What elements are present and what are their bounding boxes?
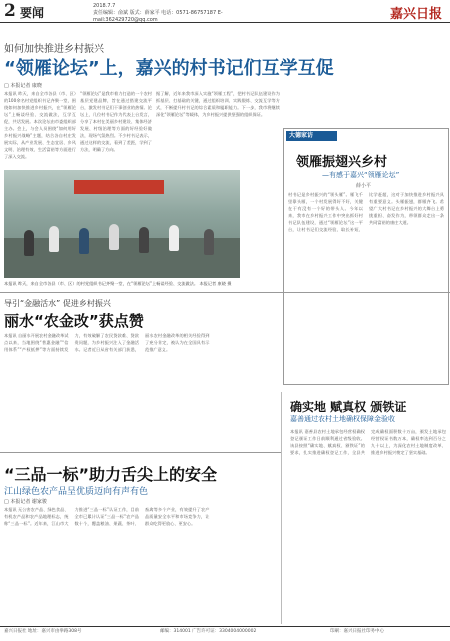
lead-headline-part1: “领雁论坛”上， bbox=[4, 58, 136, 79]
photo-person bbox=[109, 224, 119, 250]
lead-column-2: “领雁论坛”是我市着力打造的一个农村基层党建品牌，旨在通过搭建交流平台，激发村书记们干事创业的热情。论坛上，几位村书记作为代表上台发言，分享了本村在美丽乡村建设、集体经济发展、村级治理等方面的好经验好做法，现场气氛热烈。不少村书记表示，通过这样的交流，看到了差距，学到了方法，明确了方向。 bbox=[80, 91, 152, 152]
sidebar-commentary bbox=[283, 128, 449, 385]
paper-logo: 嘉兴日报 bbox=[389, 7, 442, 22]
photo-caption: 本报讯 昨天，来自全市各县（市、区）的村党组织书记齐聚一堂，在“领雁论坛”上畅谈经验、交流做法。 本报记者 康晓 摄 bbox=[4, 281, 232, 286]
story3-subhead: 江山绿色农产品呈优质迈向有声有色 bbox=[4, 487, 149, 497]
story4-subhead: 嘉善通过农村土地确权保障金验收 bbox=[290, 415, 395, 423]
page-number: 2 bbox=[4, 1, 16, 21]
photo-person bbox=[139, 227, 149, 253]
sidebar-subtitle: —有感于嘉兴“领雁论坛” bbox=[322, 171, 400, 179]
section-name: 要闻 bbox=[20, 6, 45, 20]
sidebar-author: 薛小平 bbox=[356, 183, 372, 189]
lead-column-3: 据了解，近年来我市深入实施“领雁工程”，把村书记队伍建设作为抓基层、打基础的关键，通过组织培训、实践锻炼、交流互学等方式，不断提升村书记的综合素质和履职能力。下一步，我市将继续深化“领雁论坛”等载体，为乡村振兴提供坚强的组织保证。 bbox=[156, 91, 280, 117]
story2-headline: 丽水“农金改”获点赞 bbox=[4, 312, 144, 330]
photo-banner bbox=[74, 180, 164, 194]
story3-body: 本报讯 无公害农产品、绿色食品、有机农产品和农产品地理标志，统称“三品一标”。近年来，江山市大力推进“三品一标”认证工作，目前全市已累计认证“三品一标”农产品数十个，覆盖粮油、果蔬、茶叶、畜禽等多个产业，有效提升了农产品质量安全水平和市场竞争力，让群众吃得更放心、更安心。 bbox=[4, 507, 210, 526]
lead-headline-part2: 嘉兴的村书记们互学互促 bbox=[135, 58, 334, 79]
sidebar-tag: 大德家访 bbox=[286, 131, 337, 141]
sidebar-title: 领雁振翅兴乡村 bbox=[296, 155, 388, 170]
story2-kicker: 导引“金融活水” 促进乡村振兴 bbox=[4, 299, 111, 308]
story3-byline: □ 本报记者 谢家骏 bbox=[4, 499, 47, 505]
footer-mid: 邮编：314001 广告许可证：3304004000002 bbox=[160, 629, 257, 634]
page-footer bbox=[0, 626, 450, 641]
photo-person bbox=[169, 225, 179, 251]
footer-left: 嘉兴日报社 地址：嘉兴市由拳路308号 bbox=[4, 629, 82, 634]
lead-kicker: 如何加快推进乡村振兴 bbox=[4, 44, 104, 55]
photo-person bbox=[204, 229, 214, 255]
story4-body: 本报讯 嘉善县农村土地承包经营权确权登记颁证工作日前顺利通过省级验收。该县按照“确实地、赋真权、颁铁证”的要求，扎实推进确权登记工作，全县共完成确权面积数十万亩，颁发土地承包经营权证书数万本，确权率达到百分之九十以上，为深化农村土地制度改革、推进乡村振兴奠定了坚实基础。 bbox=[290, 429, 446, 455]
lead-byline: □ 本报记者 康晓 bbox=[4, 83, 42, 89]
photo-person bbox=[24, 230, 34, 256]
masthead-info bbox=[93, 3, 253, 24]
lead-headline bbox=[4, 54, 334, 80]
lead-column-1: 本报讯 昨天，来自全市各县（市、区）的100余名村党组织书记齐聚一堂，围绕如何加快推进乡村振兴，在“领雁论坛”上畅谈经验、交流做法，互学互促，共话发展。本次论坛由市委组织部主办。会上，与会人员围绕“如何用好乡村振兴战略”主题，结合各自村庄发展实际，从产业发展、生态宜居、乡风文明、治理有效、生活富裕等方面进行了深入交流。 bbox=[4, 91, 76, 159]
masthead bbox=[0, 0, 450, 23]
section-divider bbox=[0, 452, 282, 453]
photo-person bbox=[49, 226, 59, 252]
photo-person bbox=[79, 228, 89, 254]
meeting-photo bbox=[4, 170, 240, 278]
story3-headline: “三品一标”助力舌尖上的安全 bbox=[4, 465, 218, 484]
issue-date: 2018.7.7 bbox=[93, 3, 116, 9]
story4-headline: 确实地 赋真权 颁铁证 bbox=[290, 400, 407, 414]
section-divider bbox=[0, 292, 450, 293]
story2-body: 本报讯 自丽水开展农村金融改革试点以来，当地围绕“普惠金融”“信用体系”“产权抵押”等方面持续发力，有效破解了农民贷款难、贷款贵问题，为乡村振兴注入了金融活水。记者近日从省有关部门获悉，丽水农村金融改革的相关经验得到了充分肯定，被认为在全国具有示范推广意义。 bbox=[4, 333, 210, 352]
footer-right: 印刷：嘉兴日报社印务中心 bbox=[330, 629, 384, 634]
sidebar-body: 村书记是乡村振兴的“领头雁”。雁飞千里靠头雁，一个村发展得好不好，关键在于有没有一个好的带头人。今年以来，我市在乡村振兴工作中突出抓好村书记队伍建设，通过“领雁论坛”这一平台，让村书记们交流经验、取长补短、比学赶超，这对于加快推进乡村振兴具有重要意义。头雁振翅，群雁齐飞。希望广大村书记在乡村振兴的大舞台上勇挑重担、奋发作为，带领群众走出一条共同富裕的康庄大道。 bbox=[288, 192, 444, 232]
editor-line: 责任编辑：俞斌 版式：薛家平 电话：0571-86757187 E-mail:362429720@qq.com bbox=[93, 10, 223, 23]
column-rule bbox=[281, 392, 282, 624]
